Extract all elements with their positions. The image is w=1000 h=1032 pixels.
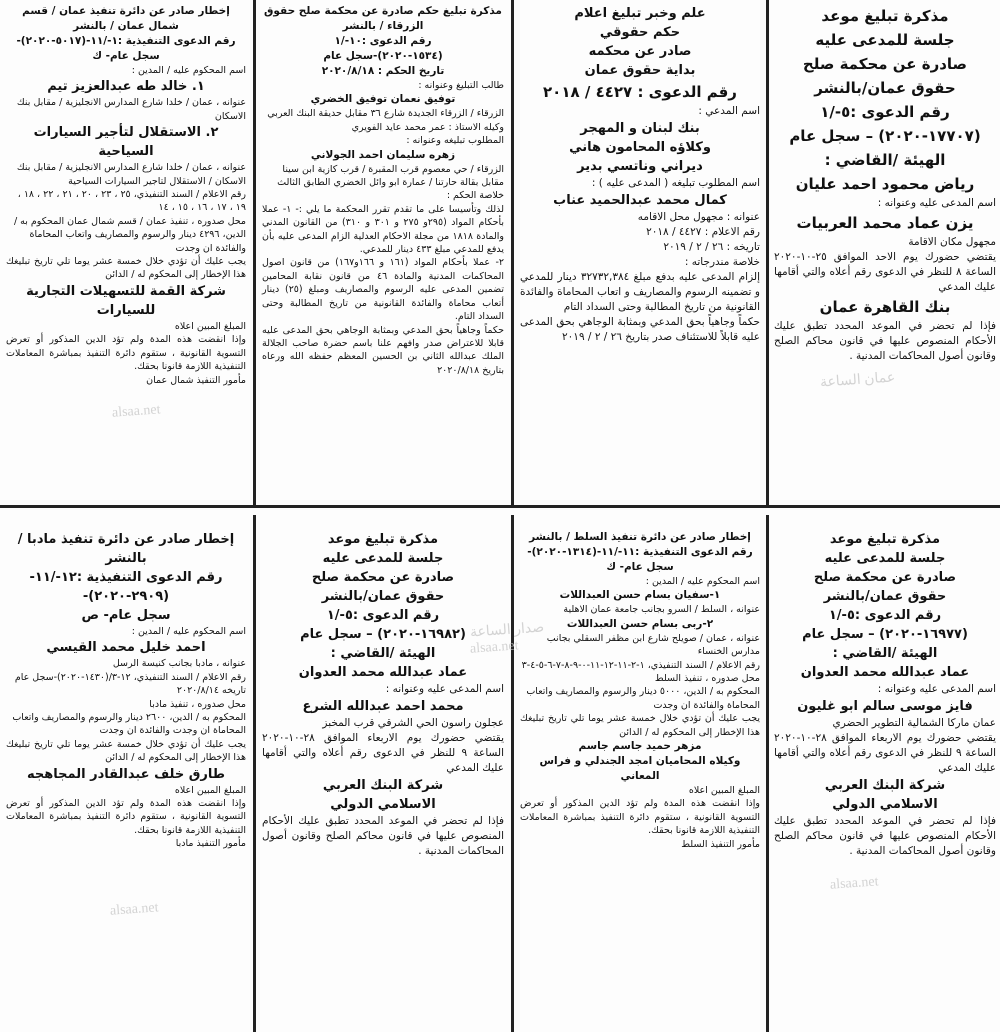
notice-text: لذلك وتأسيسا على ما تقدم تقرر المحكمة ما يلي :- ١- عملا بأحكام المواد (٢٩٥و ٢٧٥ و ٣٠١ و ٣١٠) من القانون المدني والمادة ١٨١٨ من مجلة الاحكام العدلية الزام المدعى عليه بأن يدفع للمدعي مبلغ ٤٣٣ دينار للمدعي. [262, 203, 504, 256]
notice-heading-line: عماد عبدالله محمد العدوان [800, 665, 970, 680]
notice-heading-line: رقم الدعوى :٥-/١ [828, 608, 942, 623]
notice-text: خلاصة مندرجاته : [684, 256, 760, 268]
notice-heading-line: ١-سفيان بسام حسن العبداللات [559, 589, 721, 602]
notice-text: المحكوم به / الدين، ٢٦٠٠ دينار والرسوم والمصاريف واتعاب المحاماة ان وجدت والفائدة ان وجدت [12, 712, 246, 737]
notice-heading-line: مذكرة تبليغ موعد [829, 532, 941, 547]
notice-heading-line: بداية حقوق عمان [584, 63, 696, 78]
notice-text: رقم الاعلام / السند التنفيذي، ١-٢-١١-١٢-١١-٠-٩-٨-٧-٦-٥-٤-٣ [521, 659, 760, 671]
notice-heading-line: رقم الدعوى :٥-/١ [820, 103, 950, 121]
notice-text: عنوانه ، عمان / خلدا شارع المدارس الانجليزية / مقابل بنك الاسكان [16, 97, 246, 122]
notice-heading-line: جلسة للمدعى عليه [815, 31, 955, 49]
notice-text: عنوانه ، عمان / صويلح شارع ابن مظفر السقلي بجانب مدارس الخنساء [546, 632, 760, 658]
notice-text: مأمور التنفيذ السلط [681, 838, 760, 850]
notice-bottom-3 [260, 530, 506, 1030]
notice-text: حكماً وجاهياً بحق المدعي وبمثابة الوجاهي بحق المدعى عليه قابلاً للاستئناف صدر بتاريخ ٢٦ / ٢ / ٢٠١٩ [520, 316, 760, 343]
notice-text: ٢- عملا بأحكام المواد (١٦١ و ١٦٦و١٦٧) من قانون اصول المحاكمات المدنية والمادة ٤٦ من قانون نقابة المحامين تضمين المدعى عليه الرسوم والمصاريف ومبلغ (٢٥) دينار أتعاب محاماة والفائدة القانونية من تاريخ المطالبة وحتى السداد التام. [262, 257, 504, 323]
notice-text: فإذا لم تحضر في الموعد المحدد تطبق عليك الأحكام المنصوص عليها في قانون محاكم الصلح وقانون أصول المحاكمات المدنية . [262, 815, 504, 857]
notice-text: يجب عليك أن تؤدي خلال خمسة عشر يوما تلي تاريخ تبليغك هذا الإخطار إلى المحكوم له / الدائن [6, 738, 246, 764]
notice-heading-line: وكيلاه المحاميان امجد الجندلي و فراس المعاني [539, 755, 741, 783]
notice-heading-line: شركة البنك العربي [322, 778, 444, 793]
notice-text: خلاصة الحكم : [446, 190, 504, 202]
watermark: alsaa.net [109, 900, 160, 919]
notice-text: طالب التبليغ وعنوانه : [418, 80, 504, 91]
notice-text: إلزام المدعى عليه بدفع مبلغ ٣٢٧٣٢,٣٨٤ دينار للمدعي و تضمينه الرسوم والمصاريف و اتعاب المحاماة والفائدة القانونية من تاريخ المطالبة وحتى السداد التام [520, 271, 760, 313]
notice-text: يقتضي حضورك يوم الاحد الموافق ٢٥-١٠-٢٠٢٠ الساعة ٨ للنظر في الدعوى رقم أعلاه والتي أقامها عليك المدعي [774, 251, 997, 293]
notice-heading-line: رقم الدعوى :٥-/١ [326, 608, 440, 623]
notice-heading-line: رقم الدعوى التنفيذية :١٢-/١١-(٢٩٠٩-٢٠٢٠)- [29, 570, 223, 604]
notice-heading-line: إخطار صادر عن دائرة تنفيذ السلط / بالنشر [529, 531, 751, 543]
notice-heading-line: صادرة عن محكمة صلح [813, 570, 957, 585]
notice-text: مأمور التنفيذ شمال عمان [146, 374, 246, 386]
notice-text: رقم الاعلام / السند التنفيذي، ١٢-٣/(١٤٣٠-٢٠٢٠)-سجل عام [14, 671, 246, 683]
notice-text: وإذا انقضت هذه المدة ولم تؤد الدين المذكور أو تعرض التسوية القانونية ، ستقوم دائرة التنفيذ بمباشرة المعاملات التنفيذية اللازمة قانونا بحقك. [6, 334, 246, 373]
notice-heading-line: ٢-ربى بسام حسن العبداللات [566, 617, 714, 630]
notice-heading-line: مزهر حميد جاسم جاسم [578, 740, 702, 753]
notice-text: عنوانه ، عمان / خلدا شارع المدارس الانجليزية / مقابل بنك الاسكان / الاستقلال لتاجير السيارات السياحية [16, 162, 246, 187]
notice-text: يقتضي حضورك يوم الاربعاء الموافق ٢٨-١٠-٢٠٢٠ الساعة ٩ للنظر في الدعوى رقم أعلاه والتي أقامها عليك المدعي [262, 732, 505, 774]
notice-text: الزرقاء / الزرقاء الجديدة شارع ٣٦ مقابل حديقة البنك العربي [267, 108, 504, 120]
notice-text: رقم الاعلام : ٤٤٢٧ / ٢٠١٨ [646, 226, 760, 238]
notice-text: مجهول مكان الاقامة [908, 236, 996, 248]
notice-heading-line: جلسة للمدعى عليه [824, 551, 946, 566]
watermark: عمان الساعة [819, 370, 896, 391]
notice-heading-line: بنك لبنان و المهجر [580, 121, 700, 136]
notice-text: عجلون راسون الحي الشرقي قرب المخبز [322, 717, 504, 729]
notice-heading-line: رقم الدعوى :١٠-/١ [334, 35, 432, 47]
notice-heading-line: الهيئة /القاضي : [832, 646, 938, 661]
notice-text: اسم المطلوب تبليغه ( المدعى عليه ) : [591, 177, 760, 189]
notice-heading-line: فايز موسى سالم ابو غليون [797, 699, 973, 714]
notice-heading-line: رقم الدعوى التنفيذية :١١-/١١-(١٣١٤-٢٠٢٠)- سجل عام- ك [527, 546, 753, 573]
notice-heading-line: كمال محمد عبدالحميد عناب [553, 193, 727, 208]
notice-heading-line: إخطار صادر عن دائرة تنفيذ مادبا / بالنشر [17, 532, 235, 566]
column-divider [766, 515, 769, 1032]
notice-top-3 [260, 4, 506, 502]
notice-text: يجب عليك أن تؤدي خلال خمسة عشر يوما تلي تاريخ تبليغك هذا الإخطار إلى المحكوم له / الدائن [520, 713, 760, 738]
notice-text: اسم المدعى عليه وعنوانه : [877, 683, 996, 695]
notice-text: المحكوم به / الدين، ٥٠٠٠ دينار والرسوم والمصاريف واتعاب المحاماة والفائدة ان وجدت [526, 686, 760, 711]
notice-top-4 [4, 4, 248, 502]
notice-text: رقم الاعلام / السند التنفيذي، ٢٥ ، ٢٣ ، ٢٠ ، ٢١ ، ٢٢ ، ١٨ ، ١٩ ، ١٧ ، ١٦ ، ١٥ ، ١٤ [17, 189, 246, 214]
notice-top-2 [518, 4, 762, 502]
notice-text: المبلغ المبين اعلاه [688, 785, 760, 797]
notice-heading-line: حقوق عمان/بالنشر [823, 589, 947, 604]
notice-heading-line: مذكرة تبليغ موعد [327, 532, 439, 547]
notice-heading-line: يزن عماد محمد العربيات [796, 214, 974, 232]
notice-heading-line: (١٦٩٨٢-٢٠٢٠) – سجل عام [300, 627, 466, 642]
notice-heading-line: إخطار صادر عن دائرة تنفيذ عمان / قسم شمال عمان / بالنشر [22, 5, 230, 32]
notice-heading-line: توفيق نعمان توفيق الخضري [310, 93, 456, 106]
notice-text: الزرقاء / حي معصوم قرب المقبرة / قرب كازية ابن سينا مقابل بقالة حارتنا / عمارة ابو وائل الخضري الطابق الثالث [277, 163, 504, 189]
notice-heading-line: صادر عن محكمه [588, 44, 692, 59]
notice-text: اسم المحكوم عليه / المدين : [131, 626, 246, 637]
notice-heading-line: بنك القاهرة عمان [819, 298, 951, 316]
column-divider [766, 0, 769, 505]
notice-text: محل صدوره ، تنفيذ السلط [654, 673, 760, 685]
column-divider [253, 515, 256, 1032]
notice-heading-line: (١٧٧٠٧-٢٠٢٠) – سجل عام [789, 127, 981, 145]
notice-heading-line: الاسلامي الدولي [832, 797, 938, 812]
notice-heading-line: صادرة عن محكمة صلح [802, 55, 968, 73]
notice-heading-line: حكم حقوقي [599, 25, 681, 40]
notice-text: حكماً وجاهياً بحق المدعي وبمثابة الوجاهي بحق المدعى عليه قابلا للاعتراض صدر وافهم علنا باسم حضرة صاحب الجلالة الملك عبدالله الثاني بن الحسين المعظم حفظه الله ورعاه بتاريخ ٢٠٢٠/٨/١٨ [262, 324, 504, 376]
notice-text: وإذا انقضت هذه المدة ولم تؤد الدين المذكور أو تعرض التسوية القانونية ، ستقوم دائرة التنفيذ بمباشرة المعاملات التنفيذية اللازمة قانونا بحقك. [520, 798, 760, 837]
notice-heading-line: وكلاؤه المحامون هاني [569, 140, 711, 155]
notice-bottom-2 [518, 530, 762, 1030]
notice-bottom-1 [772, 530, 998, 1030]
notice-heading-line: شركة القمة للتسهيلات التجارية للسيارات [26, 283, 226, 318]
notice-text: اسم المدعي : [698, 105, 760, 117]
notice-text: وكيله الاستاذ : عمر محمد عايد الفويري [351, 121, 504, 133]
notice-text: المطلوب تبليغه وعنوانه : [406, 135, 504, 147]
notice-text: فإذا لم تحضر في الموعد المحدد تطبق عليك الأحكام المنصوص عليها في قانون محاكم الصلح وقانون أصول المحاكمات المدنية . [774, 815, 996, 857]
notice-heading-line: رياض محمود احمد عليان [795, 175, 975, 193]
notice-heading-line: الاسلامي الدولي [330, 797, 436, 812]
notice-text: تاريخه : ٢٦ / ٢ / ٢٠١٩ [663, 241, 760, 253]
notice-text: محل صدوره ، تنفيذ عمان / قسم شمال عمان المحكوم به / الدين، ٤٢٩٦ دينار والرسوم والمصاريف واتعاب المحاماة والفائدة ان وجدت [13, 215, 246, 254]
notice-heading-line: مذكرة تبليغ موعد [821, 7, 949, 25]
notice-text: محل صدوره ، تنفيذ مادبا [149, 698, 246, 710]
notice-heading-line: صادرة عن محكمة صلح [311, 570, 455, 585]
column-divider [253, 0, 256, 505]
notice-top-1 [772, 4, 998, 502]
notice-text: مأمور التنفيذ مادبا [175, 838, 246, 850]
notice-heading-line: سجل عام- ص [81, 608, 171, 623]
watermark: alsaa.net [829, 874, 880, 893]
watermark: صدار الساعة [469, 620, 545, 641]
notice-heading-line: رقم الدعوى : ٤٤٢٧ / ٢٠١٨ [543, 83, 737, 101]
notice-heading-line: جلسة للمدعى عليه [322, 551, 444, 566]
notice-heading-line: علم وخبر تبليغ اعلام [574, 6, 706, 21]
notice-text: يجب عليك أن تؤدي خلال خمسة عشر يوما تلي تاريخ تبليغك هذا الإخطار إلى المحكوم له / الدائن [6, 256, 246, 281]
notice-bottom-4 [4, 530, 248, 1030]
notice-text: عنوانه ، مادبا بجانب كنيسة الرسل [112, 658, 246, 670]
notice-text: عمان ماركا الشمالية التطوير الحضري [832, 717, 996, 729]
notice-text: اسم المدعى عليه وعنوانه : [877, 197, 996, 209]
notice-heading-line: (١٥٣٤-٢٠٢٠)-سجل عام [323, 50, 443, 62]
column-divider [511, 515, 514, 1032]
notice-text: اسم المدعى عليه وعنوانه : [385, 683, 504, 695]
notice-text: وإذا انقضت هذه المدة ولم تؤد الدين المذكور أو تعرض التسوية القانونية ، ستقوم دائرة التنفيذ بمباشرة المعاملات التنفيذية اللازمة قانونا بحقك. [6, 798, 246, 836]
notice-text: المبلغ المبين اعلاه [174, 320, 246, 332]
notice-heading-line: ديراني وناتسي بدير [577, 159, 703, 174]
notice-heading-line: حقوق عمان/بالنشر [321, 589, 445, 604]
notice-text: اسم المحكوم عليه / المدين : [131, 65, 246, 76]
notice-heading-line: شركة البنك العربي [824, 778, 946, 793]
notice-text: عنوانه : مجهول محل الاقامه [637, 211, 760, 223]
row-divider [0, 505, 1000, 508]
notice-text: المبلغ المبين اعلاه [174, 784, 246, 796]
notice-text: فإذا لم تحضر في الموعد المحدد تطبق عليك الأحكام المنصوص عليها في قانون محاكم الصلح وقانون أصول المحاكمات المدنية . [774, 320, 996, 362]
notice-text: اسم المحكوم عليه / المدين : [645, 576, 760, 587]
notice-heading-line: عماد عبدالله محمد العدوان [298, 665, 468, 680]
notice-heading-line: ٢. الاستقلال لتأجير السيارات السياحية [33, 125, 219, 160]
notice-heading-line: الهيئة /القاضي : [330, 646, 436, 661]
notice-heading-line: طارق خلف عبدالقادر المجاهجه [27, 766, 225, 782]
watermark: alsaa.net [111, 402, 162, 421]
notice-text: تاريخه ٢٠٢٠/٨/١٤ [176, 685, 246, 697]
notice-text: عنوانه ، السلط / السرو بجانب جامعة عمان الاهلية [563, 604, 760, 616]
column-divider [511, 0, 514, 505]
notice-heading-line: حقوق عمان/بالنشر [814, 79, 956, 97]
notice-heading-line: (١٦٩٧٧-٢٠٢٠) – سجل عام [802, 627, 968, 642]
notice-heading-line: احمد خليل محمد القيسي [46, 640, 206, 656]
notice-heading-line: زهره سليمان احمد الجولاني [310, 148, 456, 161]
notice-text: يقتضي حضورك يوم الاربعاء الموافق ٢٨-١٠-٢٠٢٠ الساعة ٩ للنظر في الدعوى رقم أعلاه والتي أقامها عليك المدعي [774, 732, 997, 774]
notice-heading-line: مذكرة تبليغ حكم صادرة عن محكمة صلح حقوق الزرقاء / بالنشر [264, 5, 502, 32]
notice-heading-line: ١. خالد طه عبدالعزيز تيم [47, 79, 205, 95]
notice-heading-line: الهيئة /القاضي : [824, 151, 946, 169]
notice-heading-line: محمد احمد عبدالله الشرع [302, 699, 464, 714]
notice-heading-line: تاريخ الحكم : ٢٠٢٠/٨/١٨ [321, 65, 445, 77]
watermark: alsaa.net [469, 638, 520, 657]
notice-heading-line: رقم الدعوى التنفيذية :١-/١١-(٥٠١٧-٢٠٢٠)- سجل عام- ك [16, 35, 236, 62]
